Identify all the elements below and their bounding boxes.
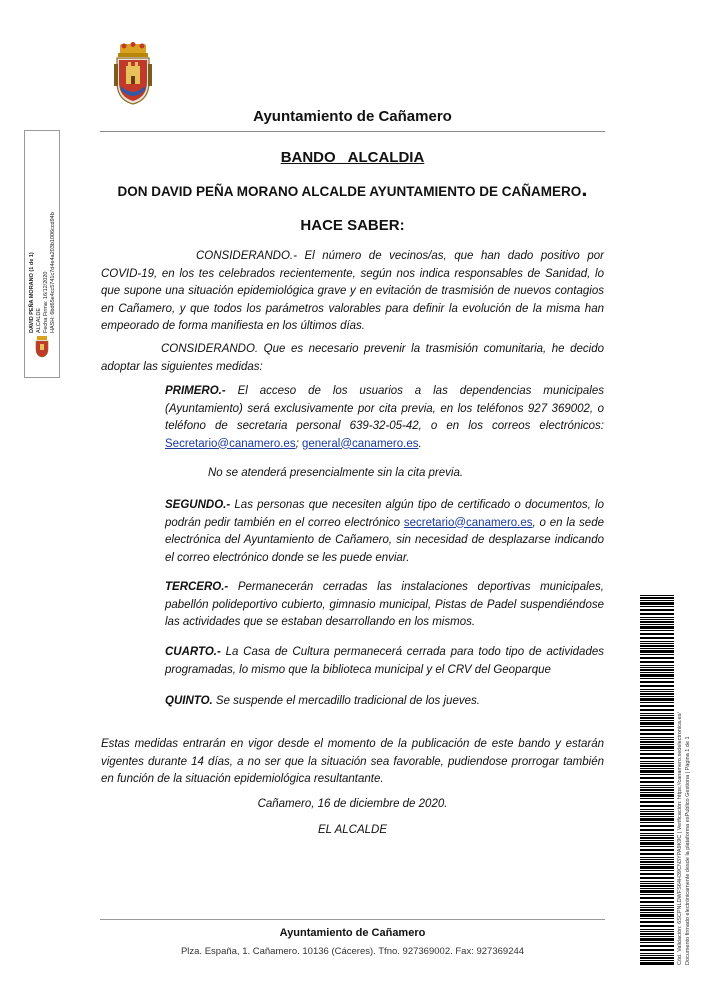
barcode-bar: [640, 842, 674, 845]
signer-heading: DON DAVID PEÑA MORANO ALCALDE AYUNTAMIENTO DE CAÑAMERO.: [117, 176, 588, 201]
barcode-bar: [640, 912, 674, 913]
barcode-bar: [640, 765, 674, 767]
barcode-bar: [640, 813, 674, 815]
barcode-bar: [640, 750, 674, 751]
barcode-bar: [640, 674, 674, 677]
barcode-bar: [640, 925, 674, 927]
footer-divider: [100, 919, 605, 920]
barcode-bar: [640, 657, 674, 659]
barcode-bar: [640, 873, 674, 875]
barcode-bar: [640, 798, 674, 799]
barcode-bar: [640, 931, 674, 932]
signature-coat-icon: [34, 336, 50, 358]
barcode-bar: [640, 825, 674, 827]
barcode-bar: [640, 770, 674, 773]
signature-hash: HASH: 6bd65e4cc5741c7d4e4a203b1006ccd94b: [50, 212, 56, 333]
barcode-bar: [640, 849, 674, 851]
electronic-signature-box: [24, 130, 60, 378]
barcode-bar: [640, 846, 674, 847]
barcode-bar: [640, 833, 674, 834]
barcode-bar: [640, 600, 674, 601]
barcode-bar: [640, 705, 674, 707]
barcode-bar: [640, 733, 674, 735]
barcode-bar: [640, 907, 674, 908]
barcode-bar: [640, 853, 674, 855]
barcode-bar: [640, 669, 674, 671]
barcode-bar: [640, 761, 674, 762]
barcode-bar: [640, 890, 674, 893]
barcode-bar: [640, 753, 674, 755]
barcode-bar: [640, 654, 674, 655]
barcode-bar: [640, 894, 674, 895]
barcode-bar: [640, 960, 674, 961]
barcode-bar: [640, 953, 674, 954]
barcode-bar: [640, 702, 674, 703]
barcode-bar: [640, 909, 674, 911]
issue-date: Cañamero, 16 de diciembre de 2020.: [257, 798, 448, 810]
barcode-bar: [640, 715, 674, 716]
measure-cuarto: CUARTO.- La Casa de Cultura permanecerá cerrada para todo tipo de actividades programadas, lo mismo que la biblioteca municipal y el CRV del Geoparque: [165, 646, 604, 676]
barcode-bar: [640, 617, 674, 618]
barcode-bar: [640, 709, 674, 711]
barcode-bar: [640, 741, 674, 743]
barcode-bar: [640, 746, 674, 749]
signature-signer: DAVID PEÑA MORANO (1 de 1): [29, 252, 35, 333]
no-attention-note: No se atenderá presencialmente sin la cita previa.: [208, 467, 464, 479]
barcode-bar: [640, 877, 674, 879]
barcode-bar: [640, 637, 674, 639]
barcode-bar: [640, 678, 674, 679]
barcode-bar: [640, 955, 674, 956]
barcode-bar: [640, 744, 674, 745]
barcode-bar: [640, 781, 674, 783]
barcode-bar: [640, 801, 674, 803]
barcode-bar: [640, 816, 674, 817]
barcode-bar: [640, 942, 674, 943]
verification-platform: Documento firmado electrónicamente desde la plataforma esPublico Gestiona | Página 1 de 1: [685, 736, 691, 965]
barcode-bar: [640, 857, 674, 858]
barcode-bar: [640, 888, 674, 889]
considerando-paragraph-1: CONSIDERANDO.- El número de vecinos/as, que han dado positivo por COVID-19, en los tes celebrados recientemente, según nos indica responsables de Sanidad, lo que supone una situación epidemiológica grave y en evitación de trasmisión de nuevos contagios en Cañamero, y que todos los parámetros valorables para definir la evolución de la misma han empeorado de forma manifiesta en los últimos días.: [101, 250, 604, 332]
barcode-bar: [640, 792, 674, 793]
barcode-icon: [640, 595, 674, 965]
email-link-secretario-2[interactable]: secretario@canamero.es: [403, 516, 533, 529]
barcode-bar: [640, 717, 674, 719]
closing-signature-title: EL ALCALDE: [317, 824, 388, 836]
barcode-bar: [640, 861, 674, 863]
barcode-bar: [640, 722, 674, 725]
barcode-bar: [640, 914, 674, 917]
signature-date: Fecha Firma: 16/12/2020: [43, 271, 49, 333]
barcode-bar: [640, 633, 674, 635]
considerando-paragraph-2: CONSIDERANDO. Que es necesario prevenir la trasmisión comunitaria, he decido adoptar las siguientes medidas:: [101, 343, 604, 373]
barcode-bar: [640, 905, 674, 906]
barcode-bar: [640, 665, 674, 666]
barcode-bar: [640, 945, 674, 947]
barcode-bar: [640, 621, 674, 623]
verification-info: [676, 600, 698, 965]
barcode-bar: [640, 811, 674, 812]
barcode-bar: [640, 870, 674, 871]
barcode-bar: [640, 835, 674, 836]
barcode-bar: [640, 624, 674, 625]
barcode-bar: [640, 606, 674, 607]
measure-tercero: TERCERO.- Permanecerán cerradas las instalaciones deportivas municipales, pabellón polideportivo cubierto, gimnasio municipal, Pistas de Padel suspendiéndose las actividades que se estaban desarrollando en los mismos.: [165, 581, 604, 628]
header-divider: [100, 131, 605, 132]
barcode-bar: [640, 774, 674, 775]
barcode-bar: [640, 602, 674, 605]
email-link-secretario[interactable]: Secretario@canamero.es: [165, 437, 296, 450]
barcode-bar: [640, 641, 674, 642]
barcode-bar: [640, 626, 674, 629]
barcode-bar: [640, 661, 674, 663]
signature-role: ALCALDE: [36, 307, 42, 333]
barcode-bar: [640, 881, 674, 882]
barcode-bar: [640, 713, 674, 714]
measure-quinto: QUINTO. Se suspende el mercadillo tradicional de los jueves.: [165, 695, 480, 707]
barcode-bar: [640, 609, 674, 611]
barcode-bar: [640, 822, 674, 823]
barcode-bar: [640, 787, 674, 788]
email-link-general[interactable]: general@canamero.es: [301, 437, 419, 450]
barcode-bar: [640, 720, 674, 721]
barcode-bar: [640, 829, 674, 831]
footer-address: Plza. España, 1. Cañamero. 10136 (Cáceres). Tfno. 927369002. Fax: 927369244: [180, 946, 525, 957]
announcement-heading: HACE SABER:: [300, 217, 405, 234]
coat-of-arms-icon: [112, 42, 154, 106]
barcode-bar: [640, 729, 674, 731]
measure-segundo: SEGUNDO.- Las personas que necesiten algún tipo de certificado o documentos, lo podrán pedir también en el correo electrónico secretario@canamero.es, o en la sede electrónica del Ayuntamiento de Cañamero, sin necesidad de desplazarse indicando el correo electrónico donde se les puede enviar.: [165, 499, 604, 564]
barcode-bar: [640, 840, 674, 841]
barcode-bar: [640, 933, 674, 935]
barcode-bar: [640, 936, 674, 937]
barcode-bar: [640, 789, 674, 791]
barcode-bar: [640, 921, 674, 923]
barcode-bar: [640, 918, 674, 919]
barcode-bar: [640, 685, 674, 687]
barcode-bar: [640, 864, 674, 865]
barcode-bar: [640, 901, 674, 903]
barcode-bar: [640, 897, 674, 899]
barcode-bar: [640, 696, 674, 697]
barcode-bar: [640, 757, 674, 759]
barcode-bar: [640, 949, 674, 951]
barcode-bar: [640, 630, 674, 631]
final-paragraph: Estas medidas entrarán en vigor desde el momento de la publicación de este bando y estarán vigentes durante 14 días, a no ser que la situación sea favorable, pudiendose prorrogar también en función de la situación epidemiológica resultantante.: [101, 738, 604, 785]
barcode-bar: [640, 818, 674, 821]
barcode-bar: [640, 768, 674, 769]
barcode-bar: [640, 648, 674, 649]
barcode-bar: [640, 957, 674, 959]
barcode-bar: [640, 763, 674, 764]
barcode-bar: [640, 785, 674, 786]
barcode-bar: [640, 667, 674, 668]
footer-organization: Ayuntamiento de Cañamero: [279, 927, 426, 939]
barcode-bar: [640, 739, 674, 740]
barcode-bar: [640, 689, 674, 690]
barcode-bar: [640, 938, 674, 941]
measure-primero: PRIMERO.- El acceso de los usuarios a las dependencias municipales (Ayuntamiento) será exclusivamente por cita previa, en los teléfonos 927 369002, o teléfono de secretaria personal 639-32-05-42, o en los correos electrónicos: Secretario@canamero.es; general@canamero.es.: [165, 385, 604, 450]
barcode-bar: [640, 691, 674, 692]
barcode-bar: [640, 672, 674, 673]
barcode-bar: [640, 643, 674, 644]
barcode-bar: [640, 883, 674, 884]
barcode-bar: [640, 613, 674, 615]
barcode-bar: [640, 726, 674, 727]
verification-code: Cód. Validación: 6SCPNLDWFS64H39CN3YPA9K9C | Verificación: https://canamero.sedelectronica.es/: [677, 712, 683, 965]
barcode-bar: [640, 595, 674, 596]
barcode-bar: [640, 681, 674, 683]
organization-title: Ayuntamiento de Cañamero: [253, 108, 452, 125]
barcode-bar: [640, 885, 674, 887]
document-type-title: BANDO ALCALDIA: [280, 149, 425, 166]
barcode-bar: [640, 650, 674, 653]
barcode-bar: [640, 859, 674, 860]
barcode-bar: [640, 794, 674, 797]
barcode-bar: [640, 737, 674, 738]
barcode-bar: [640, 777, 674, 779]
barcode-bar: [640, 866, 674, 869]
barcode-bar: [640, 929, 674, 930]
barcode-bar: [640, 619, 674, 620]
barcode-bar: [640, 805, 674, 807]
barcode-bar: [640, 962, 674, 965]
barcode-bar: [640, 837, 674, 839]
barcode-bar: [640, 698, 674, 701]
barcode-bar: [640, 809, 674, 810]
barcode-bar: [640, 693, 674, 695]
barcode-bar: [640, 597, 674, 599]
barcode-bar: [640, 645, 674, 647]
